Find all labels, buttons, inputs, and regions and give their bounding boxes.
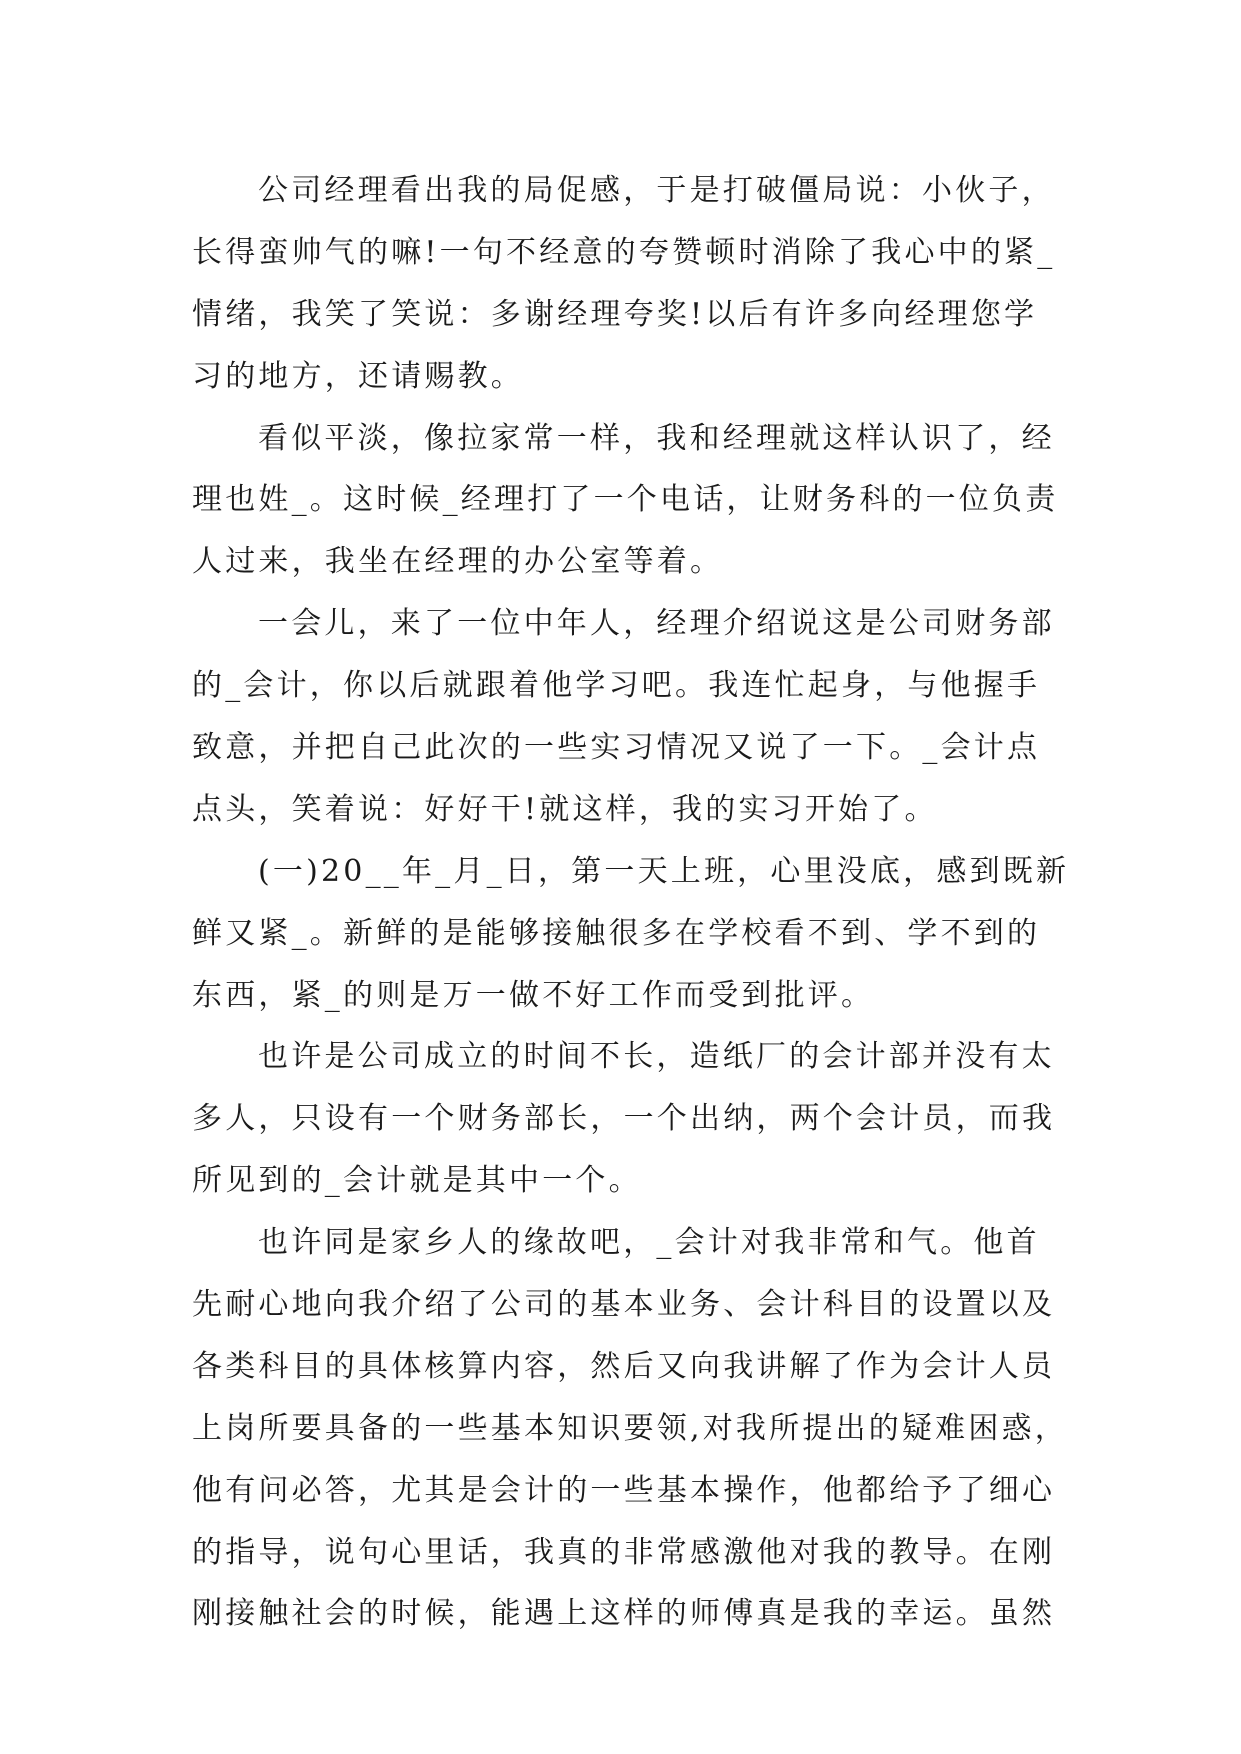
text-line: 点头，笑着说：好好干!就这样，我的实习开始了。 bbox=[192, 791, 938, 827]
text-line: 也许是公司成立的时间不长，造纸厂的会计部并没有太 bbox=[258, 1039, 1055, 1075]
text-line: 理也姓_。这时候_经理打了一个电话，让财务科的一位负责 bbox=[192, 482, 1059, 518]
text-line: 多人，只设有一个财务部长，一个出纳，两个会计员，而我 bbox=[192, 1101, 1056, 1137]
text-line: 情绪，我笑了笑说：多谢经理夸奖!以后有许多向经理您学 bbox=[192, 296, 1038, 332]
text-line: 东西，紧_的则是万一做不好工作而受到批评。 bbox=[192, 977, 875, 1013]
document-body bbox=[192, 160, 1070, 1645]
text-line: 人过来，我坐在经理的办公室等着。 bbox=[192, 544, 724, 580]
text-line: 也许同是家乡人的缘故吧，_会计对我非常和气。他首 bbox=[258, 1225, 1040, 1261]
text-line: 所见到的_会计就是其中一个。 bbox=[192, 1163, 642, 1199]
text-line: 习的地方，还请赐教。 bbox=[192, 358, 524, 394]
text-line: 一会儿，来了一位中年人，经理介绍说这是公司财务部 bbox=[258, 606, 1055, 642]
text-line: 刚接触社会的时候，能遇上这样的师傅真是我的幸运。虽然 bbox=[192, 1596, 1056, 1632]
text-line: 致意，并把自己此次的一些实习情况又说了一下。_会计点 bbox=[192, 730, 1041, 766]
text-line: 各类科目的具体核算内容，然后又向我讲解了作为会计人员 bbox=[192, 1348, 1056, 1384]
text-line: 的指导，说句心里话，我真的非常感激他对我的教导。在刚 bbox=[192, 1534, 1056, 1570]
text-line: (一)20__年_月_日，第一天上班，心里没底，感到既新 bbox=[258, 853, 1070, 889]
text-line: 的_会计，你以后就跟着他学习吧。我连忙起身，与他握手 bbox=[192, 668, 1041, 704]
text-line: 长得蛮帅气的嘛!一句不经意的夸赞顿时消除了我心中的紧_ bbox=[192, 234, 1056, 270]
text-line: 看似平淡，像拉家常一样，我和经理就这样认识了，经 bbox=[258, 420, 1055, 456]
text-line: 公司经理看出我的局促感，于是打破僵局说：小伙子， bbox=[258, 173, 1055, 208]
text-line: 上岗所要具备的一些基本知识要领,对我所提出的疑难困惑， bbox=[192, 1410, 1068, 1446]
text-line: 他有问必答，尤其是会计的一些基本操作，他都给予了细心 bbox=[192, 1472, 1056, 1508]
text-line: 先耐心地向我介绍了公司的基本业务、会计科目的设置以及 bbox=[192, 1287, 1056, 1323]
text-line: 鲜又紧_。新鲜的是能够接触很多在学校看不到、学不到的 bbox=[192, 915, 1041, 951]
